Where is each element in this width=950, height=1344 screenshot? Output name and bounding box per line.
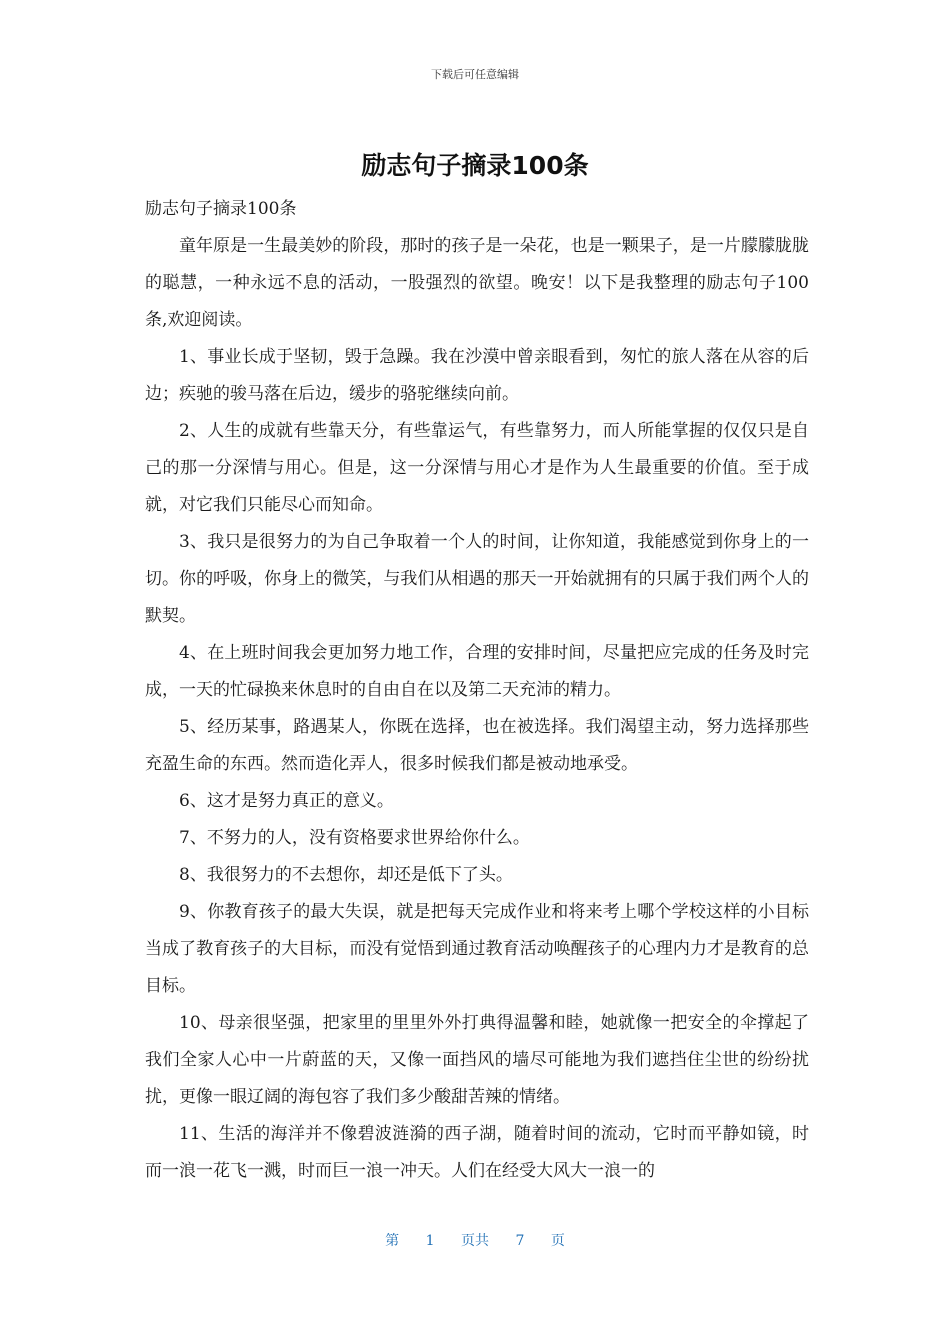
paragraph-item-7: 7、不努力的人，没有资格要求世界给你什么。	[179, 828, 530, 848]
paragraph-item-6: 6、这才是努力真正的意义。	[179, 791, 394, 811]
paragraph-item-3: 3、我只是很努力的为自己争取着一个人的时间，让你知道，我能感觉到你身上的一切。你的呼吸，你身上的微笑，与我们从相遇的那天一开始就拥有的只属于我们两个人的默契。	[145, 532, 809, 626]
header-note: 下载后可任意编辑	[431, 68, 519, 81]
paragraph-item-10: 10、母亲很坚强，把家里的里里外外打典得温馨和睦，她就像一把安全的伞撑起了我们全家人心中一片蔚蓝的天，又像一面挡风的墙尽可能地为我们遮挡住尘世的纷纷扰扰，更像一眼辽阔的海包容了我们多少酸甜苦辣的情绪。	[145, 1013, 809, 1107]
page-footer	[0, 1230, 950, 1250]
paragraph-item-2: 2、人生的成就有些靠天分，有些靠运气，有些靠努力，而人所能掌握的仅仅只是自己的那一分深情与用心。但是，这一分深情与用心才是作为人生最重要的价值。至于成就，对它我们只能尽心而知命。	[145, 421, 809, 515]
paragraph-item-11: 11、生活的海洋并不像碧波涟漪的西子湖，随着时间的流动，它时而平静如镜，时而一浪一花飞一溅，时而巨一浪一冲天。人们在经受大风大一浪一的	[145, 1124, 809, 1181]
paragraph-item-4: 4、在上班时间我会更加努力地工作，合理的安排时间，尽量把应完成的任务及时完成，一天的忙碌换来休息时的自由自在以及第二天充沛的精力。	[145, 643, 809, 700]
subtitle-line: 励志句子摘录100条	[145, 199, 297, 219]
paragraph-intro: 童年原是一生最美妙的阶段，那时的孩子是一朵花，也是一颗果子，是一片朦朦胧胧的聪慧，一种永远不息的活动，一股强烈的欲望。晚安！以下是我整理的励志句子100条,欢迎阅读。	[145, 236, 809, 330]
footer-prefix: 第	[385, 1233, 400, 1249]
document-body	[145, 191, 809, 1190]
footer-suffix: 页	[550, 1233, 565, 1249]
paragraph-item-9: 9、你教育孩子的最大失误，就是把每天完成作业和将来考上哪个学校这样的小目标当成了教育孩子的大目标，而没有觉悟到通过教育活动唤醒孩子的心理内力才是教育的总目标。	[145, 902, 809, 996]
footer-middle: 页共	[461, 1233, 489, 1249]
document-title: 励志句子摘录100条	[361, 151, 589, 180]
paragraph-item-5: 5、经历某事，路遇某人，你既在选择，也在被选择。我们渴望主动，努力选择那些充盈生命的东西。然而造化弄人，很多时候我们都是被动地承受。	[145, 717, 809, 774]
paragraph-item-1: 1、事业长成于坚韧，毁于急躁。我在沙漠中曾亲眼看到，匆忙的旅人落在从容的后边；疾驰的骏马落在后边，缓步的骆驼继续向前。	[145, 347, 809, 404]
footer-total-pages: 7	[515, 1233, 525, 1249]
paragraph-item-8: 8、我很努力的不去想你，却还是低下了头。	[179, 865, 513, 885]
footer-page-number: 1	[425, 1233, 435, 1249]
